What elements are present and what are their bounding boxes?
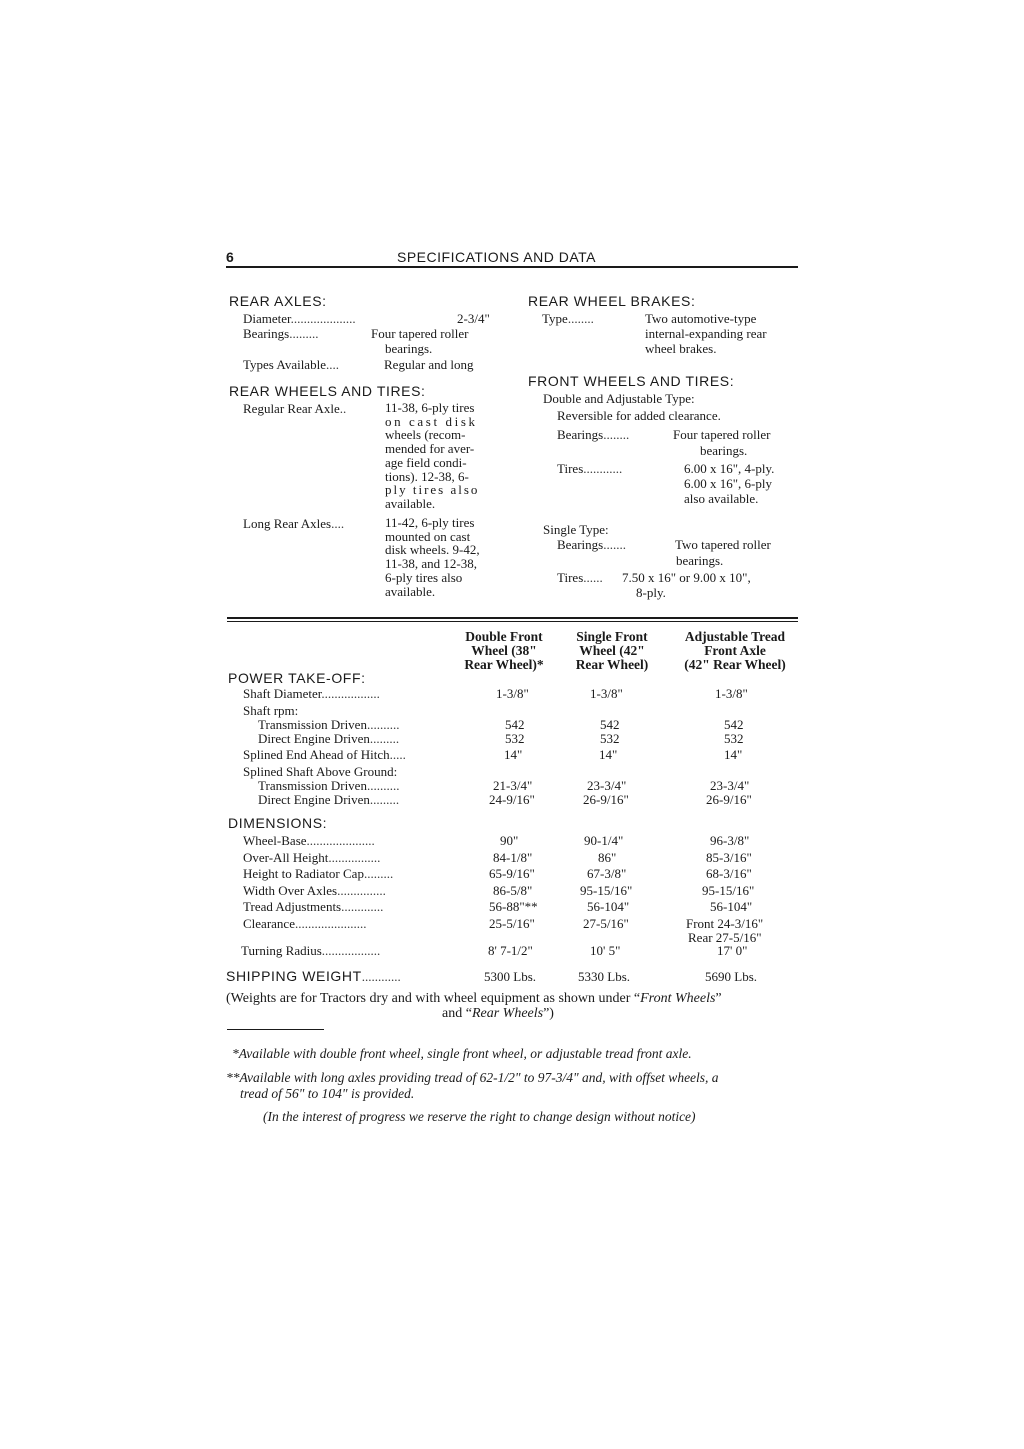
regular-rear-axle-desc: 11-38, 6-ply tires on cast disk wheels (recom- mended for aver- age field condi- tions). 12-38, 6- ply tires also available. — [385, 400, 480, 511]
bearings-label: Bearings......... — [243, 326, 319, 341]
clearance-col3-rear: Rear 27-5/16" — [688, 930, 762, 945]
reversible-note: Reversible for added clearance. — [557, 408, 721, 423]
double-adjustable-heading: Double and Adjustable Type: — [543, 391, 695, 406]
splined-end-col1: 14" — [504, 747, 523, 762]
overall-height-col3: 85-3/16" — [706, 850, 752, 865]
long-rear-axles-desc: 11-42, 6-ply tires mounted on cast disk wheels. 9-42, 11-38, and 12-38, 6-ply tires also available. — [385, 515, 480, 599]
shipping-weight-col1: 5300 Lbs. — [484, 969, 536, 984]
width-axles-col1: 86-5/8" — [493, 883, 533, 898]
rpm-engine-label: Direct Engine Driven......... — [258, 731, 400, 746]
clearance-col3-front: Front 24-3/16" — [686, 916, 764, 931]
section-divider-1 — [227, 617, 798, 619]
bearings-value-cont: bearings. — [385, 341, 433, 356]
brake-type-desc: Two automotive-type internal-expanding rear wheel brakes. — [645, 311, 767, 356]
radiator-cap-col1: 65-9/16" — [489, 866, 535, 881]
single-bearings-value-cont: bearings. — [676, 553, 724, 568]
weights-note-line-1: (Weights are for Tractors dry and with wheel equipment as shown under “Front Wheels” — [226, 991, 722, 1006]
above-transmission-col1: 21-3/4" — [493, 778, 533, 793]
front-bearings-value-cont: bearings. — [700, 443, 748, 458]
shipping-weight-col2: 5330 Lbs. — [578, 969, 630, 984]
above-transmission-label: Transmission Driven.......... — [258, 778, 400, 793]
front-tires-label: Tires............ — [557, 461, 623, 476]
rpm-transmission-col1: 542 — [505, 717, 525, 732]
power-take-off-title: POWER TAKE-OFF: — [228, 670, 366, 686]
footnote-1: *Available with double front wheel, single front wheel, or adjustable tread front axle. — [232, 1046, 692, 1061]
front-bearings-value: Four tapered roller — [673, 427, 771, 442]
brake-type-label: Type........ — [542, 311, 594, 326]
single-tires-label: Tires...... — [557, 570, 603, 585]
column-header-double-front: Double Front Wheel (38" Rear Wheel)* — [464, 629, 544, 672]
footnote-rule — [227, 1029, 324, 1030]
splined-end-col3: 14" — [724, 747, 743, 762]
shaft-diameter-label: Shaft Diameter.................. — [243, 686, 380, 701]
rpm-transmission-col3: 542 — [724, 717, 744, 732]
turning-radius-col1: 8' 7-1/2" — [488, 943, 533, 958]
long-rear-axles-label: Long Rear Axles.... — [243, 516, 345, 531]
wheel-base-label: Wheel-Base..................... — [243, 833, 375, 848]
clearance-col1: 25-5/16" — [489, 916, 535, 931]
diameter-label: Diameter.................... — [243, 311, 356, 326]
single-tires-value: 7.50 x 16" or 9.00 x 10", — [622, 570, 751, 585]
wheel-base-col1: 90" — [500, 833, 519, 848]
rear-axles-title: REAR AXLES: — [229, 293, 327, 309]
radiator-cap-col2: 67-3/8" — [587, 866, 627, 881]
radiator-cap-label: Height to Radiator Cap......... — [243, 866, 394, 881]
tread-adjustments-label: Tread Adjustments............. — [243, 899, 384, 914]
footnote-2-line-1: **Available with long axles providing tread of 62-1/2" to 97-3/4" and, with offset wheels, a — [226, 1070, 719, 1085]
tread-adjustments-col2: 56-104" — [587, 899, 630, 914]
above-engine-label: Direct Engine Driven......... — [258, 792, 400, 807]
splined-end-label: Splined End Ahead of Hitch..... — [243, 747, 406, 762]
shipping-weight-label: SHIPPING WEIGHT............ — [226, 968, 401, 984]
above-transmission-col2: 23-3/4" — [587, 778, 627, 793]
width-axles-col2: 95-15/16" — [580, 883, 633, 898]
above-transmission-col3: 23-3/4" — [710, 778, 750, 793]
clearance-label: Clearance...................... — [243, 916, 367, 931]
overall-height-col1: 84-1/8" — [493, 850, 533, 865]
single-type-heading: Single Type: — [543, 522, 609, 537]
dimensions-title: DIMENSIONS: — [228, 815, 328, 831]
page-number: 6 — [226, 249, 234, 265]
progress-note: (In the interest of progress we reserve the right to change design without notice) — [263, 1109, 696, 1124]
splined-above-label: Splined Shaft Above Ground: — [243, 764, 398, 779]
shipping-weight-col3: 5690 Lbs. — [705, 969, 757, 984]
header-rule — [226, 266, 798, 268]
radiator-cap-col3: 68-3/16" — [706, 866, 752, 881]
column-header-single-front: Single Front Wheel (42" Rear Wheel) — [575, 629, 649, 672]
rear-wheels-title: REAR WHEELS AND TIRES: — [229, 383, 426, 399]
rpm-transmission-col2: 542 — [600, 717, 620, 732]
wheel-base-col3: 96-3/8" — [710, 833, 750, 848]
rpm-engine-col1: 532 — [505, 731, 525, 746]
shaft-diameter-col3: 1-3/8" — [715, 686, 748, 701]
rpm-transmission-label: Transmission Driven.......... — [258, 717, 400, 732]
above-engine-col3: 26-9/16" — [706, 792, 752, 807]
rear-brakes-title: REAR WHEEL BRAKES: — [528, 293, 696, 309]
footnote-2-line-2: tread of 56" to 104" is provided. — [240, 1086, 415, 1101]
single-bearings-label: Bearings....... — [557, 537, 626, 552]
turning-radius-label: Turning Radius.................. — [241, 943, 381, 958]
shaft-rpm-label: Shaft rpm: — [243, 703, 299, 718]
width-axles-col3: 95-15/16" — [702, 883, 755, 898]
types-available-value: Regular and long — [384, 357, 474, 372]
column-header-adjustable-tread: Adjustable Tread Front Axle (42" Rear Wheel) — [684, 629, 786, 672]
above-engine-col2: 26-9/16" — [583, 792, 629, 807]
single-bearings-value: Two tapered roller — [675, 537, 771, 552]
front-wheels-title: FRONT WHEELS AND TIRES: — [528, 373, 735, 389]
width-axles-label: Width Over Axles............... — [243, 883, 386, 898]
turning-radius-col3: 17' 0" — [717, 943, 748, 958]
overall-height-col2: 86" — [598, 850, 617, 865]
front-tires-value: 6.00 x 16", 4-ply. 6.00 x 16", 6-ply also available. — [684, 461, 775, 506]
rpm-engine-col2: 532 — [600, 731, 620, 746]
front-bearings-label: Bearings........ — [557, 427, 630, 442]
weights-note-line-2: and “Rear Wheels”) — [442, 1006, 554, 1021]
section-divider-2 — [227, 621, 798, 622]
shaft-diameter-col1: 1-3/8" — [496, 686, 529, 701]
shaft-diameter-col2: 1-3/8" — [590, 686, 623, 701]
clearance-col2: 27-5/16" — [583, 916, 629, 931]
regular-rear-axle-label: Regular Rear Axle.. — [243, 401, 347, 416]
tread-adjustments-col1: 56-88"** — [489, 899, 538, 914]
types-available-label: Types Available.... — [243, 357, 339, 372]
page-title: SPECIFICATIONS AND DATA — [397, 249, 596, 265]
overall-height-label: Over-All Height................ — [243, 850, 381, 865]
turning-radius-col2: 10' 5" — [590, 943, 621, 958]
tread-adjustments-col3: 56-104" — [710, 899, 753, 914]
above-engine-col1: 24-9/16" — [489, 792, 535, 807]
rpm-engine-col3: 532 — [724, 731, 744, 746]
splined-end-col2: 14" — [599, 747, 618, 762]
single-tires-value-cont: 8-ply. — [636, 585, 666, 600]
wheel-base-col2: 90-1/4" — [584, 833, 624, 848]
bearings-value: Four tapered roller — [371, 326, 469, 341]
diameter-value: 2-3/4" — [457, 311, 490, 326]
